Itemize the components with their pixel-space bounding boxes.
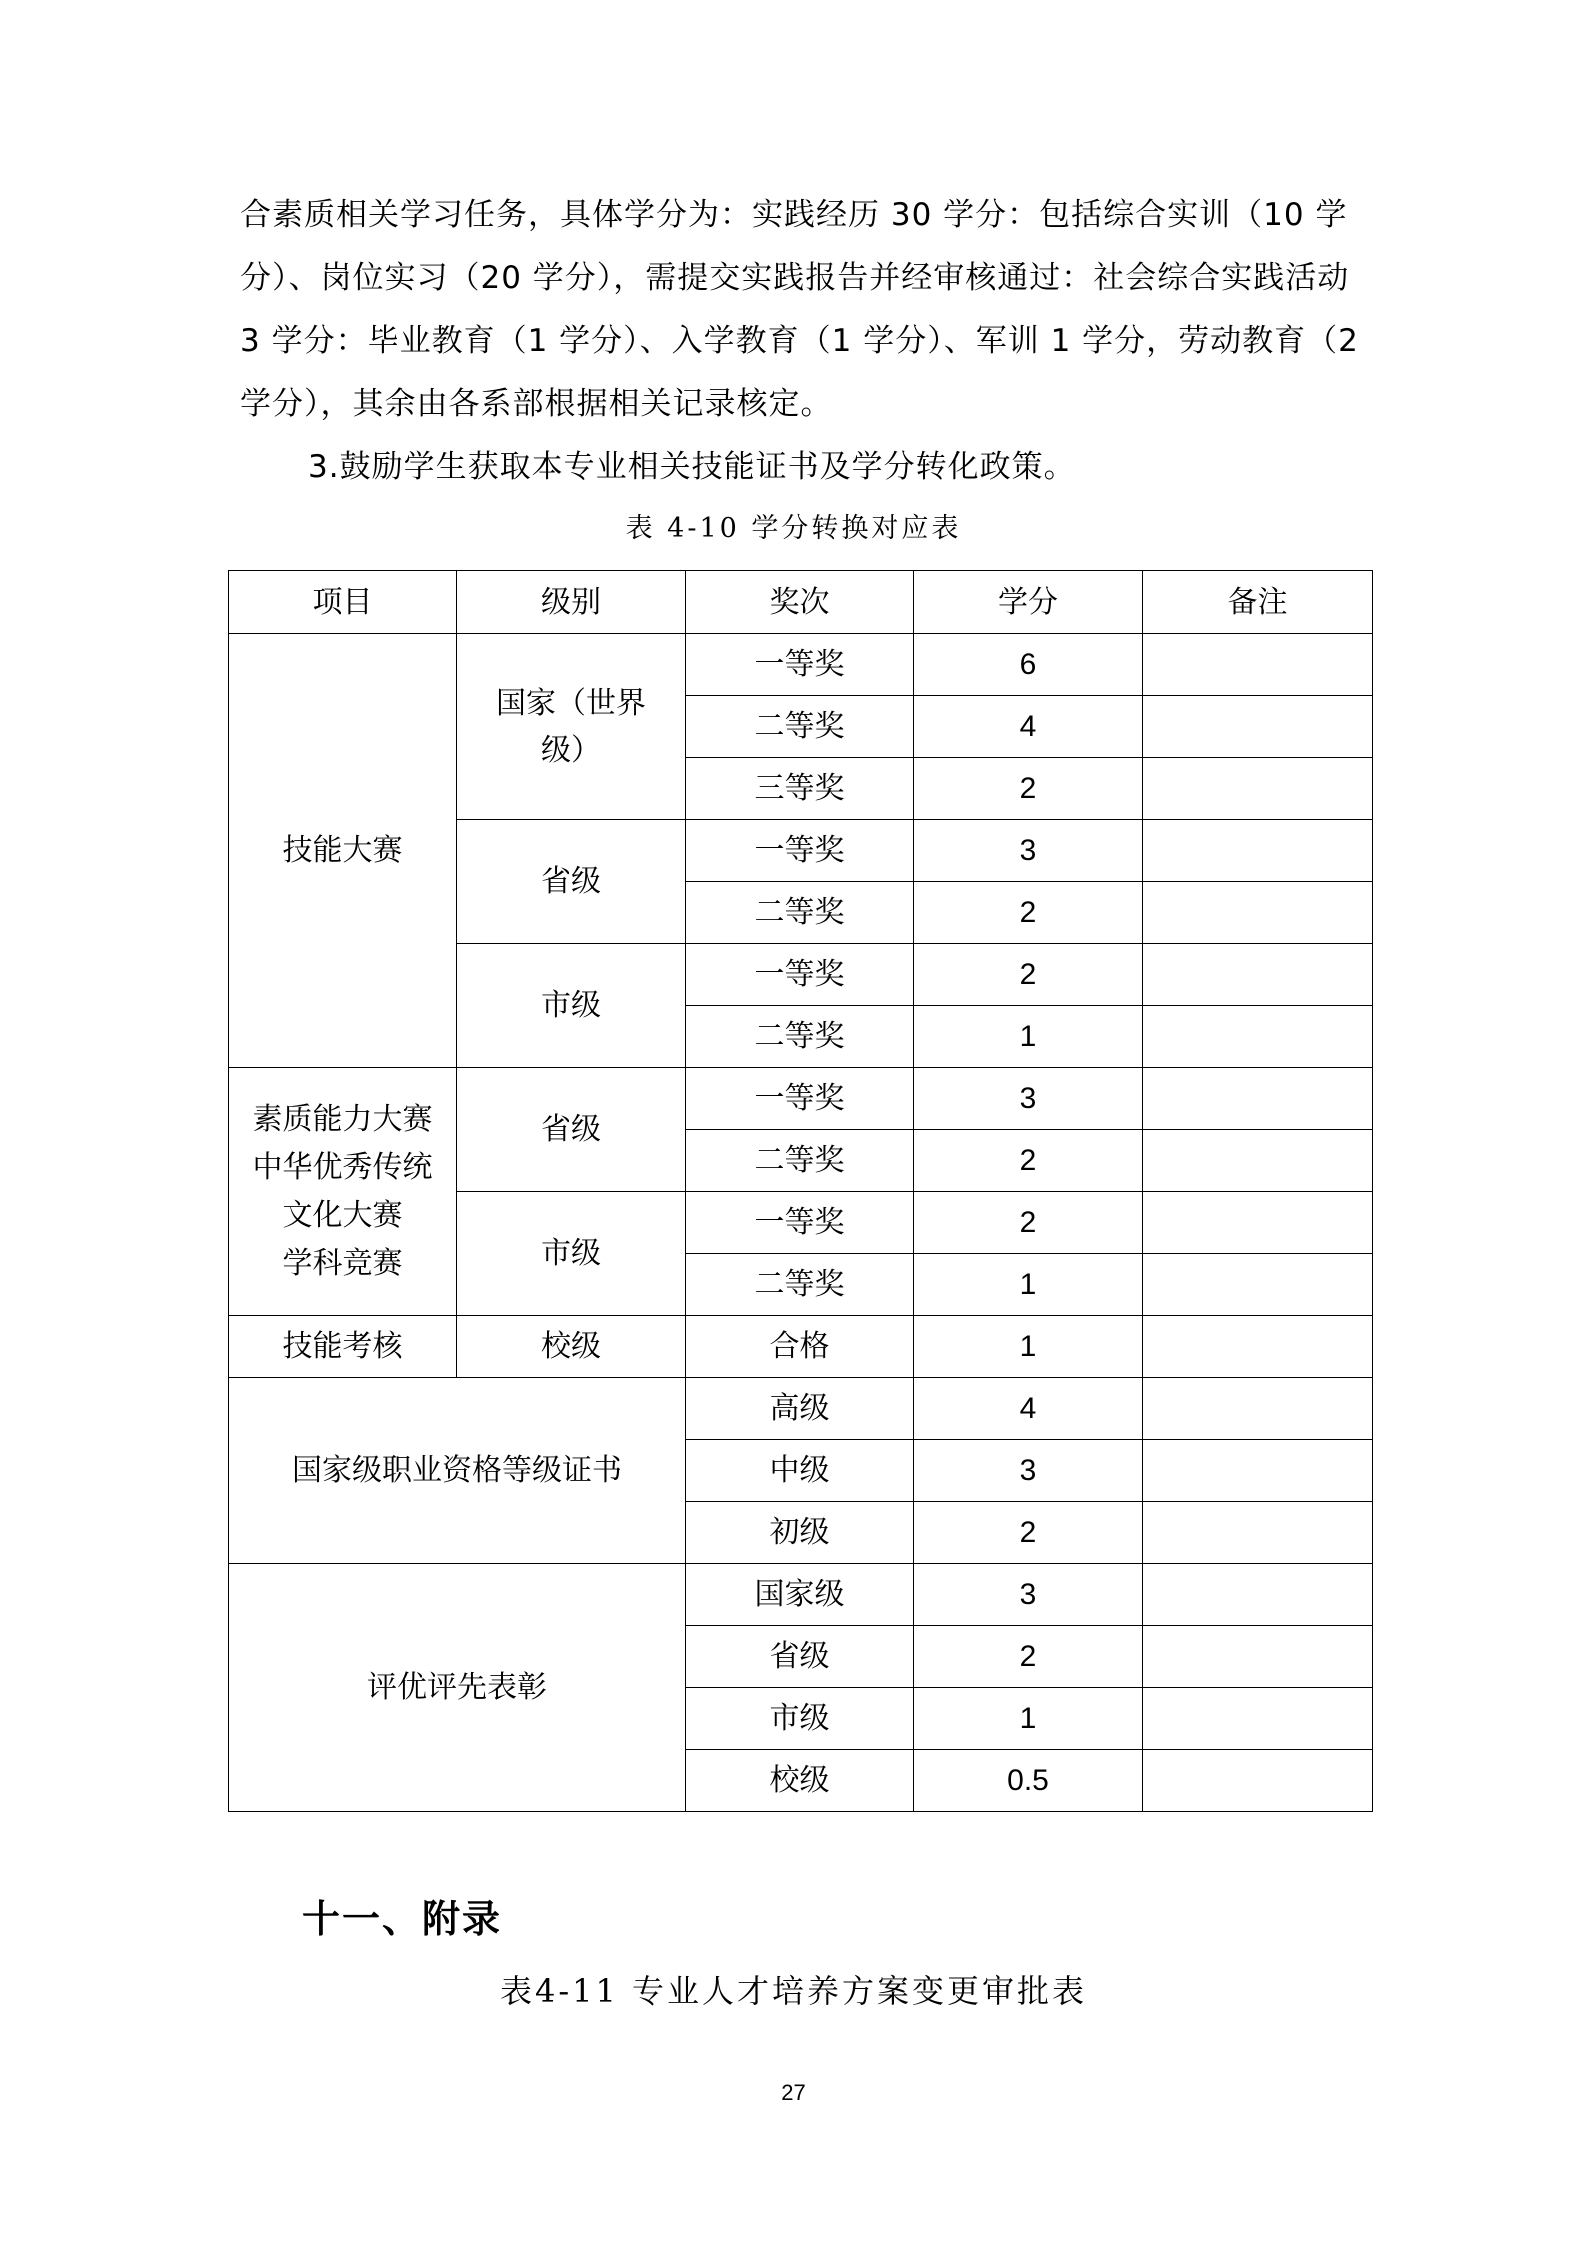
credit-cell: 3 <box>914 1440 1143 1502</box>
credit-cell: 2 <box>914 944 1143 1006</box>
group-skill-assessment: 技能考核 <box>229 1316 457 1378</box>
page-number: 27 <box>781 2080 806 2105</box>
group-quality-contest-text <box>253 1096 433 1288</box>
table-caption-4-11: 表4-11 专业人才培养方案变更审批表 <box>499 1972 1088 2010</box>
group-honor: 评优评先表彰 <box>229 1564 686 1812</box>
award-cell: 省级 <box>686 1626 914 1688</box>
remark-cell <box>1143 1378 1373 1440</box>
header-level: 级别 <box>457 571 686 634</box>
level-city: 市级 <box>457 944 686 1068</box>
credit-cell: 1 <box>914 1316 1143 1378</box>
level-city: 市级 <box>457 1192 686 1316</box>
award-cell: 二等奖 <box>686 696 914 758</box>
credit-cell: 6 <box>914 634 1143 696</box>
credit-cell: 3 <box>914 1564 1143 1626</box>
credit-cell: 2 <box>914 1130 1143 1192</box>
credit-cell: 0.5 <box>914 1750 1143 1812</box>
group-quality-contest <box>229 1068 457 1316</box>
level-national-world <box>457 634 686 820</box>
remark-cell <box>1143 1068 1373 1130</box>
group-skill-contest: 技能大赛 <box>229 634 457 1068</box>
award-cell: 二等奖 <box>686 1006 914 1068</box>
paragraph-practice-credits: 合素质相关学习任务，具体学分为：实践经历 30 学分：包括综合实训（10 学分）、岗位实习（20 学分），需提交实践报告并经审核通过：社会综合实践活动 3 学分：毕业教育（1 学分）、入学教育（1 学分）、军训 1 学分，劳动教育（2 学分），其余由各系部根据相关记录核定。 <box>240 197 1359 422</box>
credit-cell: 2 <box>914 882 1143 944</box>
credit-cell: 2 <box>914 1502 1143 1564</box>
award-cell: 一等奖 <box>686 634 914 696</box>
group-quality-line: 学科竞赛 <box>282 1245 403 1281</box>
award-cell: 三等奖 <box>686 758 914 820</box>
table-row <box>229 1316 1373 1378</box>
credit-cell: 3 <box>914 820 1143 882</box>
paragraph-certificate-policy: 3.鼓励学生获取本专业相关技能证书及学分转化政策。 <box>308 449 1076 485</box>
remark-cell <box>1143 1440 1373 1502</box>
level-provincial: 省级 <box>457 1068 686 1192</box>
remark-cell <box>1143 1688 1373 1750</box>
remark-cell <box>1143 1564 1373 1626</box>
award-cell: 二等奖 <box>686 882 914 944</box>
credit-cell: 2 <box>914 1192 1143 1254</box>
remark-cell <box>1143 1502 1373 1564</box>
award-cell: 校级 <box>686 1750 914 1812</box>
remark-cell <box>1143 758 1373 820</box>
award-cell: 一等奖 <box>686 944 914 1006</box>
header-remark: 备注 <box>1143 571 1373 634</box>
credit-cell: 1 <box>914 1254 1143 1316</box>
remark-cell <box>1143 634 1373 696</box>
award-cell: 一等奖 <box>686 1192 914 1254</box>
section-heading-appendix: 十一、附录 <box>302 1897 503 1941</box>
award-cell: 一等奖 <box>686 820 914 882</box>
header-credit: 学分 <box>914 571 1143 634</box>
remark-cell <box>1143 944 1373 1006</box>
award-cell: 初级 <box>686 1502 914 1564</box>
remark-cell <box>1143 1130 1373 1192</box>
remark-cell <box>1143 1254 1373 1316</box>
credit-cell: 4 <box>914 1378 1143 1440</box>
table-row <box>229 634 1373 696</box>
table-header-row <box>229 571 1373 634</box>
award-cell: 中级 <box>686 1440 914 1502</box>
award-cell: 二等奖 <box>686 1130 914 1192</box>
table-row <box>229 1068 1373 1130</box>
award-cell: 合格 <box>686 1316 914 1378</box>
table-row <box>229 1564 1373 1626</box>
award-cell: 高级 <box>686 1378 914 1440</box>
remark-cell <box>1143 1192 1373 1254</box>
remark-cell <box>1143 1006 1373 1068</box>
group-quality-line: 素质能力大赛 <box>252 1101 433 1137</box>
remark-cell <box>1143 882 1373 944</box>
credit-cell: 2 <box>914 1626 1143 1688</box>
remark-cell <box>1143 820 1373 882</box>
level-school: 校级 <box>457 1316 686 1378</box>
header-item: 项目 <box>229 571 457 634</box>
group-certificate: 国家级职业资格等级证书 <box>229 1378 686 1564</box>
table-row <box>229 1378 1373 1440</box>
credit-cell: 2 <box>914 758 1143 820</box>
credit-cell: 1 <box>914 1006 1143 1068</box>
award-cell: 一等奖 <box>686 1068 914 1130</box>
award-cell: 二等奖 <box>686 1254 914 1316</box>
credit-cell: 1 <box>914 1688 1143 1750</box>
credit-cell: 4 <box>914 696 1143 758</box>
group-quality-line: 文化大赛 <box>282 1197 403 1233</box>
remark-cell <box>1143 1626 1373 1688</box>
remark-cell <box>1143 696 1373 758</box>
header-award: 奖次 <box>686 571 914 634</box>
group-quality-line: 中华优秀传统 <box>252 1149 433 1185</box>
remark-cell <box>1143 1316 1373 1378</box>
award-cell: 国家级 <box>686 1564 914 1626</box>
award-cell: 市级 <box>686 1688 914 1750</box>
level-provincial: 省级 <box>457 820 686 944</box>
level-national-world-text: 国家（世界级） <box>496 685 646 768</box>
credit-conversion-table <box>228 570 1373 1812</box>
credit-cell: 3 <box>914 1068 1143 1130</box>
table-caption-4-10: 表 4-10 学分转换对应表 <box>625 513 962 544</box>
remark-cell <box>1143 1750 1373 1812</box>
